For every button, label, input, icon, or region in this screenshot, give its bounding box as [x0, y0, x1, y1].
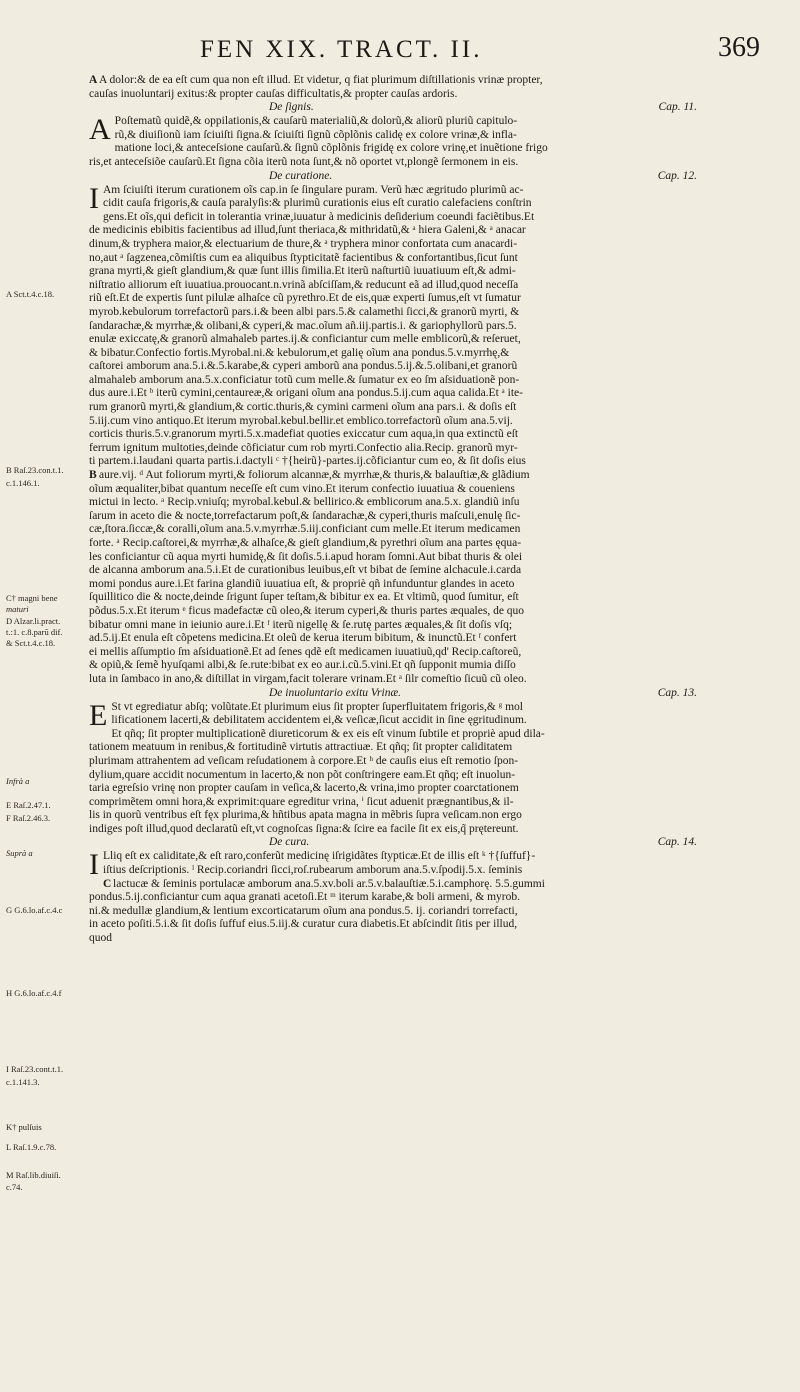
text-line: [89, 387, 727, 401]
chapter-number: Cap. 14.: [657, 836, 697, 849]
text-line: [89, 823, 727, 837]
line-text: dinum,& tryphera maior,& electuarium de thure,& ᵃ tryphera minor confortata cum anacardi-: [89, 237, 518, 250]
text-line: [89, 905, 727, 919]
text-line: [89, 782, 727, 796]
line-text: in aceto poſiti.5.i.& ſit doſis ſuffuf eius.5.iij.& curatur cura diabetis.Et abſcindit ſitis per illud,: [89, 918, 518, 931]
text-line: [111, 728, 727, 742]
margin-note: A Sct.t.4.c.18.: [6, 289, 55, 299]
text-line: [89, 523, 727, 537]
text-line: [89, 455, 727, 469]
text-line: [103, 184, 727, 198]
text-line: [89, 769, 727, 783]
line-text: indiges poſt illud,quod declaratũ eſt,vt cognoſcas ſigna:& ſcire ea facile ſit ex eis,q̃ prętereunt.: [89, 822, 519, 835]
section-letter: C: [103, 877, 112, 890]
main-text-column: [89, 74, 727, 946]
line-text: lis in quorũ ventribus eſt fęx plurima,& hñtibus apata magna in mẽbris ſupra veſicam.non ergo: [89, 809, 522, 822]
line-text: dylium,quare accidit nocumentum in lacerto,& non põt conſtringere eam.Et qñq; eſt inuolun-: [89, 768, 516, 781]
line-text: riũ eſt.Et de expertis ſunt pilulæ alhaſce cũ pyrethro.Et de eis,quæ experti ſumus,eſt vt ſumatur: [89, 292, 521, 305]
chapter-title: De cura.: [269, 836, 310, 849]
drop-capital: A: [89, 113, 111, 147]
line-text: forte. ᵃ Recip.caſtorei,& myrrhæ,& alhaſce,& gieſt glandium,& pyrethri oĩum ana partes ęqua-: [89, 537, 522, 549]
margin-note: D Alzar.li.pract.: [6, 616, 61, 626]
line-text: caſtorei amborum ana.5.i.&.5.karabe,& cyperi amborũ ana pondus.5.ij.&.5.olibani,et granorũ: [89, 360, 518, 373]
chapter-number: Cap. 12.: [657, 169, 697, 182]
line-text: no,aut ᵃ ſagzenea,cõmiſtis cum ea aliquibus ſtypticitatẽ facientibus & confortantibus,ſicut ſunt: [89, 251, 518, 264]
text-line: [89, 673, 727, 687]
text-line: [89, 632, 727, 646]
drop-capital: I: [89, 848, 99, 882]
text-line: [89, 74, 727, 88]
text-line: [89, 551, 727, 565]
text-line: [89, 442, 727, 456]
line-text: comprimẽtem omni hora,& exprimit:quare egreditur vrina, ⁱ ſicut aduenit prægnantibus,& il-: [89, 795, 514, 808]
paragraph: [89, 850, 727, 945]
text-line: [89, 496, 727, 510]
text-line: [89, 755, 727, 769]
text-line: [111, 701, 727, 715]
text-line: [89, 320, 727, 334]
line-text: mictui in lecto. ᵃ Recip.vniuſq; myrobal.kebul.& bellirico.& emblicorum ana.5.x. glandiũ inſu: [89, 496, 520, 509]
line-text: ei mellis aſſumptio ſm aſsiduationẽ.Et ad ſenes qdẽ eſt medicamen iuuatiuũ,qd' Recip.caſtoreũ,: [89, 645, 522, 658]
margin-note: C† magni bene: [6, 593, 58, 603]
text-line: [89, 428, 727, 442]
line-text: quod: [89, 932, 112, 945]
line-text: iſtius deſcriptionis. ˡ Recip.coriandri ſicci,roſ.rubearum amborum ana.5.v.ſpodij.5.x. ſeminis: [103, 864, 523, 877]
line-text: ſarum in aceto die & nocte,torrefactarum poſt,& ſandarachæ,& cyperi,thuris maſculi,enulę ſic-: [89, 509, 521, 522]
text-line: [89, 646, 727, 660]
line-text: cæ,ſtora.ſiccæ,& coralli,oĩum ana.5.v.myrrhæ.5.iij.conficiant cum melle.Et iterum medicamen: [89, 523, 521, 536]
line-text: myrob.kebulorum torrefactorũ pars.i.& been albi pars.5.& calamethi ſicci,& granorũ myrti, &: [89, 305, 520, 318]
page-number: 369: [718, 32, 760, 63]
line-text: cidit cauſa frigoris,& cauſa paralyſis:& plurimũ curationis eius eſt curatio calefaciens conſtrin: [103, 197, 532, 210]
text-line: [103, 211, 727, 225]
line-text: aure.vij. ᵈ Aut foliorum myrti,& foliorum alcannæ,& myrrhæ,& thuris,& balauſtiæ,& glãdium: [99, 469, 530, 482]
text-line: [89, 578, 727, 592]
line-text: Am ſciuiſti iterum curationem oĩs cap.in ſe ſingulare puram. Verũ hæc ægritudo plurimũ ac-: [103, 183, 524, 196]
line-text: les conficiantur cũ aqua myrti humidę,& ſit doſis.5.i.apud horam ſomni.Aut bibat thuris & olei: [89, 550, 523, 563]
text-line: [89, 252, 727, 266]
line-text: ni.& medullæ glandium,& lentium excorticatarum oĩum ana pondus.5. ij. coriandri torrefacti,: [89, 904, 518, 917]
text-line: [115, 142, 727, 156]
text-line: [89, 224, 727, 238]
text-line: [89, 796, 727, 810]
section-letter: B: [89, 469, 97, 482]
section-letter: A: [89, 74, 98, 86]
margin-note: c.74.: [6, 1182, 23, 1192]
line-text: de alcanna amborum ana.5.i.Et de curationibus leuibus,eſt vt bibat de ſemine alchacule.i.carda: [89, 564, 522, 577]
line-text: lactucæ & ſeminis portulacæ amborum ana.5.xv.boli ar.5.v.balauſtiæ.5.i.camphorę. 5.5.gummi: [113, 877, 545, 890]
line-text: gens.Et oĩs,qui deficit in tolerantia vrinæ,iuuatur à medicinis deſiderium coeundi faciẽtibus.Et: [103, 210, 535, 223]
line-text: oĩum æqualiter,bibat quantum neceſſe eſt cum vino.Et iterum confectio iuuatiua & coueniens: [89, 482, 515, 495]
text-line: [89, 333, 727, 347]
line-text: 5.iij.cum vino antiquo.Et iterum myrobal.kebul.bellir.et emblico.torrefactorũ oĩum ana.5.vij.: [89, 414, 513, 427]
margin-note: H G.6.lo.af.c.4.f: [6, 988, 62, 998]
margin-note: I Raſ.23.cont.t.1.: [6, 1064, 64, 1074]
line-text: bibatur omni mane in ieiunio aure.i.Et ᶠ iterũ nigellę & ſe.rutę partes æquales,& ſit doſis vſq;: [89, 618, 513, 631]
line-text: Et qñq; ſit propter multiplicationẽ diureticorum & ex eis eſt vinum ſubtile et propriè apud dila-: [111, 727, 545, 740]
line-text: niſtratio alliorum eſt iuuatiua.prouocant.n.vrinã abſciſſam,& reducunt eã ad illud,quod neceſſa: [89, 278, 519, 291]
paragraph: [89, 115, 727, 169]
margin-note: L Raſ.1.9.c.78.: [6, 1142, 57, 1152]
margin-note: G G.6.lo.af.c.4.c: [6, 905, 63, 915]
line-text: tationem meatuum in renibus,& fortitudinẽ virtutis attractiuæ. Et qñq; ſit propter caliditatem: [89, 741, 513, 754]
text-line: [89, 891, 727, 905]
line-text: rũ,& diuiſionũ iam ſciuiſti ſigna.& ſciuiſti ſignũ cõplõnis calidę ex colore vrinæ,& infla-: [114, 128, 517, 141]
margin-note: Infrà a: [6, 776, 30, 786]
chapter-title: De ſignis.: [269, 101, 314, 114]
line-text: lificationem lacerti,& debilitatem accidentem ei,& veſicæ,ſicut accidit in ſine ęgritudinum.: [111, 714, 527, 727]
text-line: [103, 864, 727, 878]
text-line: [115, 115, 727, 129]
chapter-title: De curatione.: [269, 169, 333, 182]
line-text: Lliq eſt ex caliditate,& eſt raro,conferũt medicinę iſrigidãtes ſtypticæ.Et de illis eſt ᵏ †{ſuffuf}-: [103, 850, 536, 863]
text-line: [89, 415, 727, 429]
line-text: ſandarachæ,& myrrhæ,& olibani,& cyperi,& mac.oĩum añ.iij.partis.i. & gariophyllorũ pars.5.: [89, 319, 517, 332]
line-text: A dolor:& de ea eſt cum qua non eſt illud. Et videtur, q fiat plurimum diſtillationis vrinæ propter,: [99, 74, 543, 86]
line-text: pondus.5.ij.conficiantur cum aqua granati acetoſi.Et ᵐ iterum karabe,& boli armeni, & myrob.: [89, 891, 520, 904]
text-line: [89, 279, 727, 293]
margin-note: F Raſ.2.46.3.: [6, 813, 51, 823]
text-line: [89, 741, 727, 755]
text-line: [111, 714, 727, 728]
line-text: Poſtematũ quidẽ,& oppilationis,& cauſarũ materialiũ,& dolorũ,& aliorũ pluriũ capitulo-: [114, 115, 518, 128]
line-text: matione loci,& anteceſsione cauſarũ.& ſignũ cõplõnis frigidę ex colore vrinę,et inuẽtione frigo: [114, 142, 548, 155]
text-line: [89, 374, 727, 388]
text-line: [89, 238, 727, 252]
text-line: [89, 605, 727, 619]
line-text: & bibatur.Confectio fortis.Myrobal.ni.& kebulorum,et galię oĩum ana pondus.5.v.myrrhę,&: [89, 346, 510, 359]
margin-note: Suprà a: [6, 848, 33, 858]
line-text: põdus.5.x.Et iterum ᵉ ficus madefactæ cũ oleo,& iterum cyperi,& thuris partes æquales, de quo: [89, 604, 525, 617]
chapter-heading: [89, 687, 727, 701]
text-line: [89, 156, 727, 170]
paragraph: [89, 74, 727, 101]
line-text: St vt egrediatur abſq; volũtate.Et plurimum eius ſit propter ſuperfluitatem frigoris,& ᵍ mol: [111, 700, 523, 713]
chapter-heading: [89, 101, 727, 115]
line-text: ad.5.ij.Et enula eſt cõpetens medicina.Et oleũ de kerua iterum bibitum, & inunctũ.Et ᶠ confert: [89, 632, 517, 645]
paragraph: [89, 698, 727, 837]
margin-note: & Sct.t.4.c.18.: [6, 638, 56, 648]
margin-note: E Raſ.2.47.1.: [6, 800, 51, 810]
margin-note: maturi: [6, 604, 29, 614]
text-line: [89, 564, 727, 578]
chapter-heading: [89, 170, 727, 184]
text-line: [89, 932, 727, 946]
line-text: taria egreſsio vrinę non propter cauſam in veſica,& lacerto,& vrina,imo propter coarctationem: [89, 782, 519, 795]
margin-note: K† pulſuis: [6, 1122, 42, 1132]
text-line: [89, 537, 727, 551]
line-text: almahaleb amborum ana.5.x.conficiatur totũ cum melle.& ſumatur ex eo ſm aſsiduationẽ pon-: [89, 373, 520, 386]
text-line: [89, 918, 727, 932]
line-text: & opiũ,& ſemẽ hyuſqami albi,& ſe.rute:bibat ex eo aur.i.cũ.5.vini.Et qñ ſupponit mumia diſſo: [89, 659, 516, 672]
chapter-title: De inuoluntario exitu Vrinæ.: [269, 686, 402, 699]
text-line: [89, 659, 727, 673]
line-text: cauſas inuoluntarij exitus:& propter cauſas difficultatis,& propter cauſas ardoris.: [89, 87, 458, 100]
text-line: [89, 510, 727, 524]
text-line: [89, 306, 727, 320]
text-line: [89, 483, 727, 497]
line-text: ſquillitico die & nocte,deinde ſrigunt ſuper teſtam,& bibitur ex ea. Et vltimũ, quod ſumitur, eſt: [89, 591, 519, 604]
text-line: [103, 850, 727, 864]
margin-note: M Raſ.lib.diuiſi.: [6, 1170, 61, 1180]
text-line: [115, 129, 727, 143]
text-line: [89, 292, 727, 306]
text-line: [89, 401, 727, 415]
line-text: grana myrti,& gieſt glandium,& quæ ſunt illis ſimilia.Et iterũ naſturtiũ iuuatiuum eſt,& admi-: [89, 265, 516, 278]
margin-note: t.:1. c.8.parũ dif.: [6, 627, 63, 637]
paragraph: [89, 181, 727, 687]
chapter-heading: [89, 836, 727, 850]
text-line: [89, 347, 727, 361]
text-line: [89, 469, 727, 483]
line-text: corticis thuris.5.v.granorum myrti.5.x.madefiat quoties exiccatur cum aqua,in qua extinctũ eſt: [89, 428, 519, 441]
line-text: plurimam attrahentem ad veſicam reſudationem à corpore.Et ʰ de cauſis eius eſt remotio ſpon-: [89, 754, 519, 767]
line-text: ferrum ignitum multoties,deinde cõficiatur cum rob myrti.Confectio alia.Recip. granorũ myr-: [89, 441, 518, 454]
running-head: FEN XIX. TRACT. II.: [200, 36, 483, 63]
text-line: [89, 619, 727, 633]
drop-capital: E: [89, 698, 108, 732]
text-line: [89, 88, 727, 102]
text-line: [89, 360, 727, 374]
text-line: [103, 197, 727, 211]
chapter-number: Cap. 13.: [657, 686, 697, 699]
line-text: de medicinis ebibitis facientibus ad illud,ſunt theriaca,& mithridatũ,& ᵃ hiera Galeni,& ᵃ anacar: [89, 224, 526, 237]
line-text: ti partem.i.laudani quarta partis.i.dactyli ᶜ †{heirũ}-partes.ij.cõficiantur cum eo, & ſit doſis eius: [89, 455, 526, 468]
text-line: [103, 878, 727, 892]
line-text: ris,et anteceſsiõe cauſarũ.Et ſigna cõia iterũ nota ſunt,& nõ oportet vt,plongẽ ſermonem in eis.: [89, 155, 519, 168]
line-text: momi pondus aure.i.Et farina glandiũ iuuatiua eſt, & propriè qñ infunduntur glandes in aceto: [89, 577, 515, 590]
margin-note: c.1.146.1.: [6, 478, 40, 488]
line-text: dus aure.i.Et ᵇ iterũ cymini,centaureæ,& origani oĩum ana pondus.5.ij.cum aqua calida.Et ᵃ ite-: [89, 387, 523, 400]
line-text: rum granorũ myrti,& glandium,& cortic.thuris,& cymini carmeni oĩum ana pars.i. & doſis eſt: [89, 401, 517, 414]
line-text: enulæ exiccatę,& granorũ almahaleb partes.ij.& conficiantur cum melle emblicorũ,& reſeruet,: [89, 333, 521, 346]
text-line: [89, 809, 727, 823]
line-text: luta in ſambaco in ano,& diſtillat in virgam,facit tolerare vrinam.Et ᵃ ſilr comeſtio ſicuũ cũ oleo.: [89, 672, 527, 685]
margin-note: c.1.141.3.: [6, 1077, 40, 1087]
chapter-number: Cap. 11.: [658, 101, 697, 114]
text-line: [89, 591, 727, 605]
text-line: [89, 265, 727, 279]
margin-note: B Raſ.23.con.t.1.: [6, 465, 64, 475]
drop-capital: I: [89, 181, 99, 215]
